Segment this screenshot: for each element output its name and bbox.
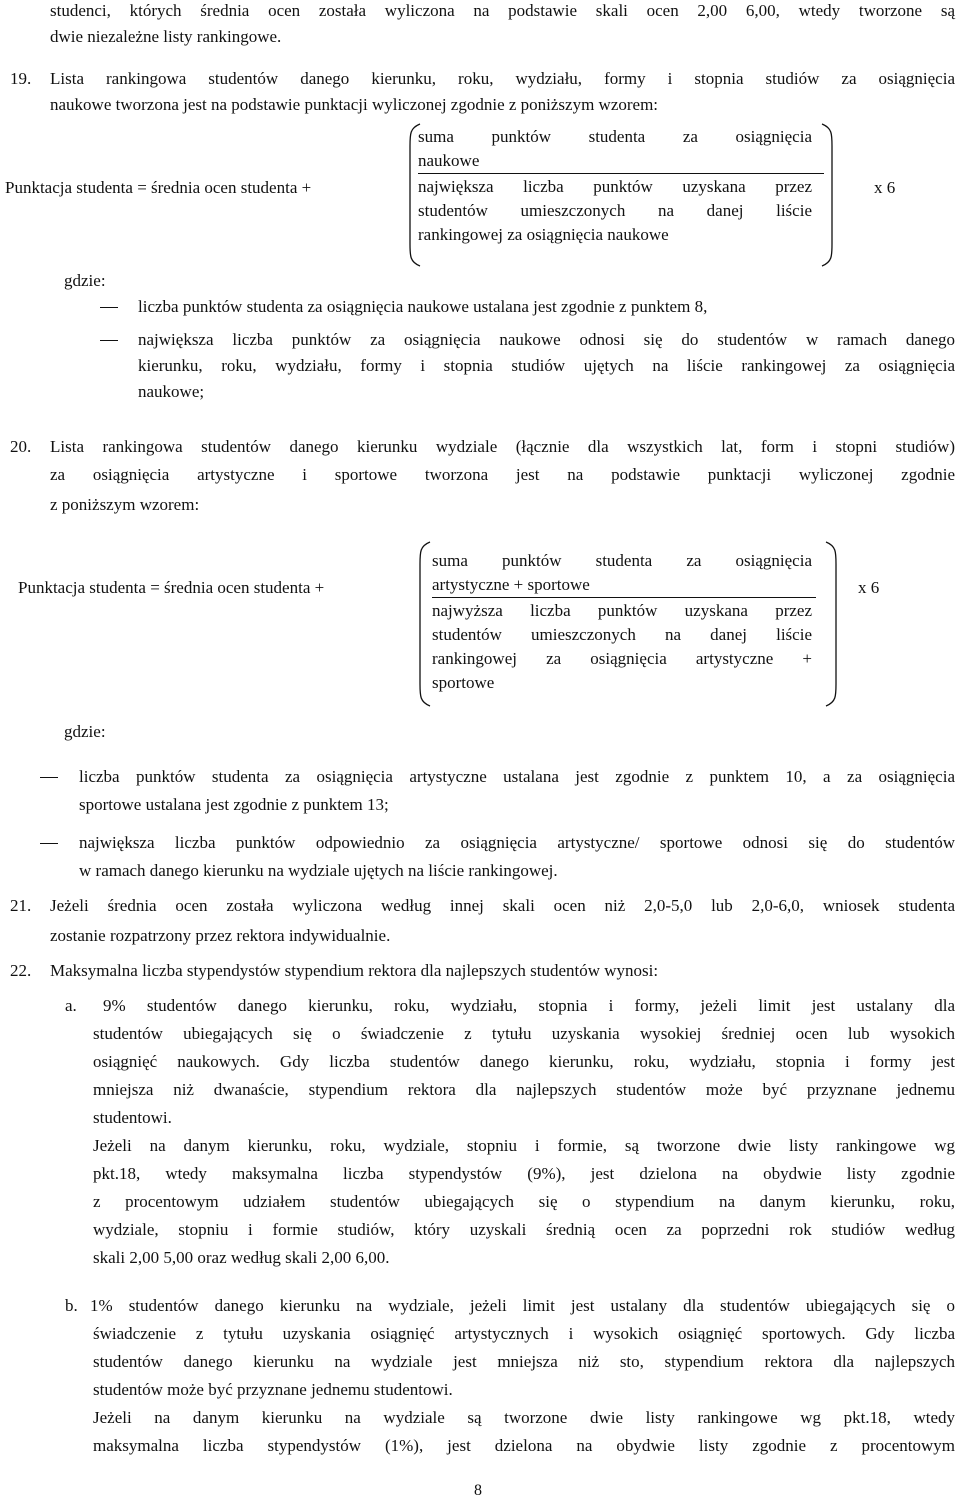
paragraph-19-gdzie: gdzie:: [64, 271, 106, 290]
item-a-line-4: mniejsza niż dwanaście, stypendium rektora dla najlepszych studentów może być przyznane jednemu: [93, 1080, 955, 1099]
paragraph-20-line-3: z poniższym wzorem:: [50, 495, 200, 514]
paragraph-20-bullet-2-line-1: największa liczba punktów odpowiednio za osiągnięcia artystyczne/ sportowe odnosi się do studentów: [79, 833, 955, 852]
item-a-line-5: studentowi.: [93, 1108, 172, 1127]
paragraph-20-line-1: Lista rankingowa studentów danego kierunku wydziale (łącznie dla wszystkich lat, form i stopni studiów): [50, 437, 955, 456]
formula-1-denominator-2: studentów umieszczonych na danej liście: [418, 201, 812, 220]
formula-1-multiplier: x 6: [874, 178, 896, 197]
paragraph-19-bullet-1: liczba punktów studenta za osiągnięcia naukowe ustalana jest zgodnie z punktem 8,: [138, 297, 708, 316]
paragraph-19-bullet-2-line-1: największa liczba punktów za osiągnięcia naukowe odnosi się do studentów w ramach danego: [138, 330, 955, 349]
formula-1-numerator-1: suma punktów studenta za osiągnięcia: [418, 127, 812, 146]
formula-2-fraction-bar: [432, 597, 816, 598]
intro-line-2: dwie niezależne listy rankingowe.: [50, 27, 282, 46]
intro-line-1: studenci, których średnia ocen została wyliczona na podstawie skali ocen 2,00 6,00, wtedy tworzone są: [50, 1, 955, 20]
paragraph-20-number: 20.: [10, 437, 32, 456]
paragraph-19-bullet-2-line-2: kierunku, roku, wydziału, formy i stopnia studiów ujętych na liście rankingowej za osiągnięcia: [138, 356, 955, 375]
item-a-line-10: skali 2,00 5,00 oraz według skali 2,00 6,00.: [93, 1248, 390, 1267]
item-a-line-9: wydziale, stopniu i formie studiów, który uzyskali średnią ocen za poprzedni rok studiów według: [93, 1220, 955, 1239]
paragraph-22-number: 22.: [10, 961, 32, 980]
formula-2-lhs: Punktacja studenta = średnia ocen studenta +: [18, 578, 325, 597]
formula-1-right-bracket: [820, 122, 838, 268]
formula-1-denominator-3: rankingowej za osiągnięcia naukowe: [418, 225, 669, 244]
paragraph-19-line-2: naukowe tworzona jest na podstawie punktacji wyliczonej zgodnie z poniższym wzorem:: [50, 95, 659, 114]
formula-1-fraction-bar: [418, 173, 824, 174]
formula-1-numerator-2: naukowe: [418, 151, 480, 170]
formula-2-multiplier: x 6: [858, 578, 880, 597]
formula-2-numerator-1: suma punktów studenta za osiągnięcia: [432, 551, 812, 570]
paragraph-19-line-1: Lista rankingowa studentów danego kierunku, roku, wydziału, formy i stopnia studiów za osiągnięcia: [50, 69, 955, 88]
paragraph-20-bullet-1-line-1: liczba punktów studenta za osiągnięcia artystyczne ustalana jest zgodnie z punktem 10, a za osiągnięcia: [79, 767, 955, 786]
paragraph-20-bullet-1-line-2: sportowe ustalana jest zgodnie z punktem 13;: [79, 795, 389, 814]
item-b-line-6: maksymalna liczba stypendystów (1%), jest dzielona na obydwie listy zgodnie z procentowym: [93, 1436, 955, 1455]
paragraph-20-bullet-2-line-2: w ramach danego kierunku na wydziale ujętych na liście rankingowej.: [79, 861, 558, 880]
formula-2-left-bracket: [414, 540, 432, 708]
item-b-line-2: świadczenie z tytułu uzyskania osiągnięć artystycznych i wysokich osiągnięć sportowych. Gdy liczba: [93, 1324, 955, 1343]
formula-2-denominator-1: najwyższa liczba punktów uzyskana przez: [432, 601, 812, 620]
formula-1-lhs: Punktacja studenta = średnia ocen studenta +: [5, 178, 312, 197]
paragraph-21-line-1: Jeżeli średnia ocen została wyliczona według innej skali ocen niż 2,0-5,0 lub 2,0-6,0, wniosek studenta: [50, 896, 955, 915]
bullet-dash: [40, 843, 58, 844]
bullet-dash: [100, 307, 118, 308]
formula-2-right-bracket: [824, 540, 842, 708]
item-b-line-5: Jeżeli na danym kierunku na wydziale są tworzone dwie listy rankingowe wg pkt.18, wtedy: [93, 1408, 955, 1427]
item-b-line-4: studentów może być przyznane jednemu studentowi.: [93, 1380, 453, 1399]
formula-2-numerator-2: artystyczne + sportowe: [432, 575, 590, 594]
bullet-dash: [40, 777, 58, 778]
paragraph-19-bullet-2-line-3: naukowe;: [138, 382, 205, 401]
paragraph-21-number: 21.: [10, 896, 32, 915]
item-a-line-2: studentów ubiegających się o świadczenie z tytułu uzyskania wysokiej średniej ocen lub wysokich: [93, 1024, 955, 1043]
formula-2-denominator-2: studentów umieszczonych na danej liście: [432, 625, 812, 644]
paragraph-19-number: 19.: [10, 69, 32, 88]
formula-2-denominator-4: sportowe: [432, 673, 495, 692]
formula-1-denominator-1: największa liczba punktów uzyskana przez: [418, 177, 812, 196]
page-number: 8: [474, 1482, 482, 1499]
item-a-line-7: pkt.18, wtedy maksymalna liczba stypendystów (9%), jest dzielona na obydwie listy zgodnie: [93, 1164, 955, 1183]
item-a-line-8: z procentowym udziałem studentów ubiegających się o stypendium na danym kierunku, roku,: [93, 1192, 955, 1211]
formula-2-denominator-3: rankingowej za osiągnięcia artystyczne +: [432, 649, 812, 668]
item-a-line-6: Jeżeli na danym kierunku, roku, wydziale, stopniu i formie, są tworzone dwie listy rankingowe wg: [93, 1136, 955, 1155]
item-b-line-3: studentów danego kierunku na wydziale jest mniejsza niż sto, stypendium rektora dla najlepszych: [93, 1352, 955, 1371]
item-a-line-1: 9% studentów danego kierunku, roku, wydziału, stopnia i formy, jeżeli limit jest ustalany dla: [103, 996, 955, 1015]
paragraph-21-line-2: zostanie rozpatrzony przez rektora indywidualnie.: [50, 926, 391, 945]
paragraph-20-gdzie: gdzie:: [64, 722, 106, 741]
paragraph-22-line-1: Maksymalna liczba stypendystów stypendium rektora dla najlepszych studentów wynosi:: [50, 961, 659, 980]
item-b-label: b.: [65, 1296, 78, 1315]
item-a-line-3: osiągnięć naukowych. Gdy liczba studentów danego kierunku, roku, wydziału, stopnia i formy jest: [93, 1052, 955, 1071]
item-a-label: a.: [65, 996, 77, 1015]
item-b-line-1: 1% studentów danego kierunku na wydziale, jeżeli limit jest ustalany dla studentów ubiegających się o: [90, 1296, 955, 1315]
paragraph-20-line-2: za osiągnięcia artystyczne i sportowe tworzona jest na podstawie punktacji wyliczonej zgodnie: [50, 465, 955, 484]
bullet-dash: [100, 340, 118, 341]
